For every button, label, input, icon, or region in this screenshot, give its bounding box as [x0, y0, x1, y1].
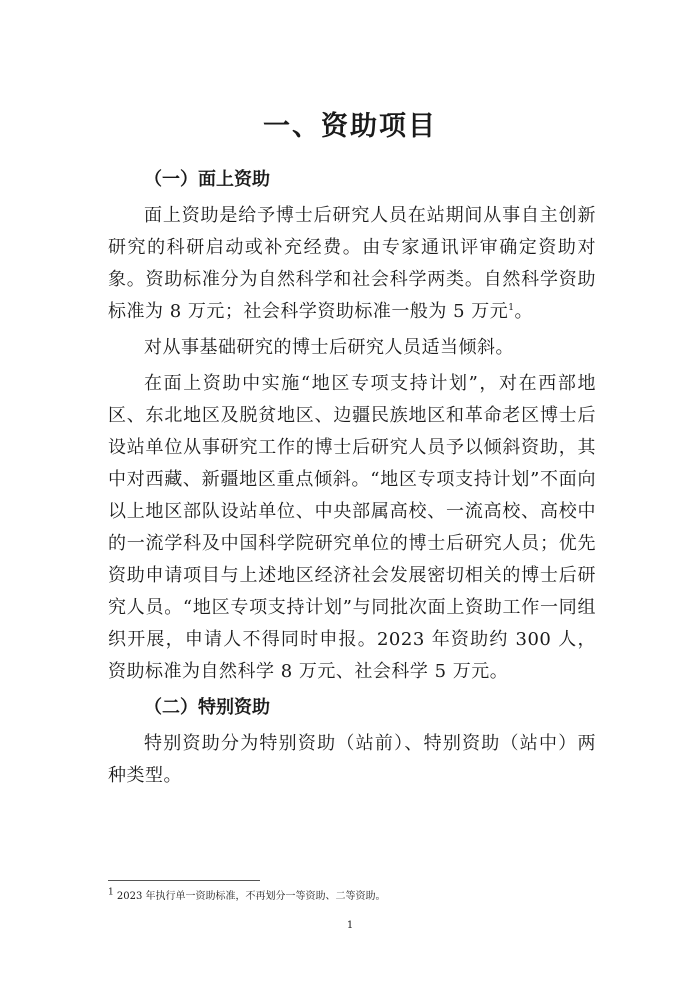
- footnote: [108, 887, 596, 904]
- paragraph-text: 面上资助是给予博士后研究人员在站期间从事自主创新研究的科研启动或补充经费。由专家通讯评审确定资助对象。资助标准分为自然科学和社会科学两类。自然科学资助标准为 8 万元；社会科学资助标准一般为 5 万元: [108, 205, 596, 322]
- page-title: 一、资助项目: [263, 111, 437, 142]
- footnote-reference[interactable]: 1: [508, 303, 515, 313]
- section-heading-general-funding: （一）面上资助: [144, 169, 270, 190]
- footnote-marker: 1: [108, 887, 114, 898]
- paragraph-text-end: 。: [514, 301, 534, 322]
- footnote-text: 2023 年执行单一资助标准，不再划分一等资助、二等资助。: [113, 891, 386, 902]
- paragraph-special-funding-types: 特别资助分为特别资助（站前）、特别资助（站中）两种类型。: [108, 733, 596, 786]
- paragraph-basic-research: 对从事基础研究的博士后研究人员适当倾斜。: [144, 337, 514, 358]
- page-number: 1: [346, 920, 354, 931]
- document-body: [108, 164, 596, 796]
- section-heading-special-funding: （二）特别资助: [144, 697, 270, 718]
- paragraph-general-funding-description: [108, 200, 596, 328]
- footnote-divider: [108, 880, 260, 881]
- paragraph-regional-program: 在面上资助中实施“地区专项支持计划”，对在西部地区、东北地区及脱贫地区、边疆民族地区和革命老区博士后设站单位从事研究工作的博士后研究人员予以倾斜资助，其中对西藏、新疆地区重点倾斜。“地区专项支持计划”不面向以上地区部队设站单位、中央部属高校、一流高校、高校中的一流学科及中国科学院研究单位的博士后研究人员；优先资助申请项目与上述地区经济社会发展密切相关的博士后研究人员。“地区专项支持计划”与同批次面上资助工作一同组织开展，申请人不得同时申报。2023 年资助约 300 人，资助标准为自然科学 8 万元、社会科学 5 万元。: [108, 373, 596, 682]
